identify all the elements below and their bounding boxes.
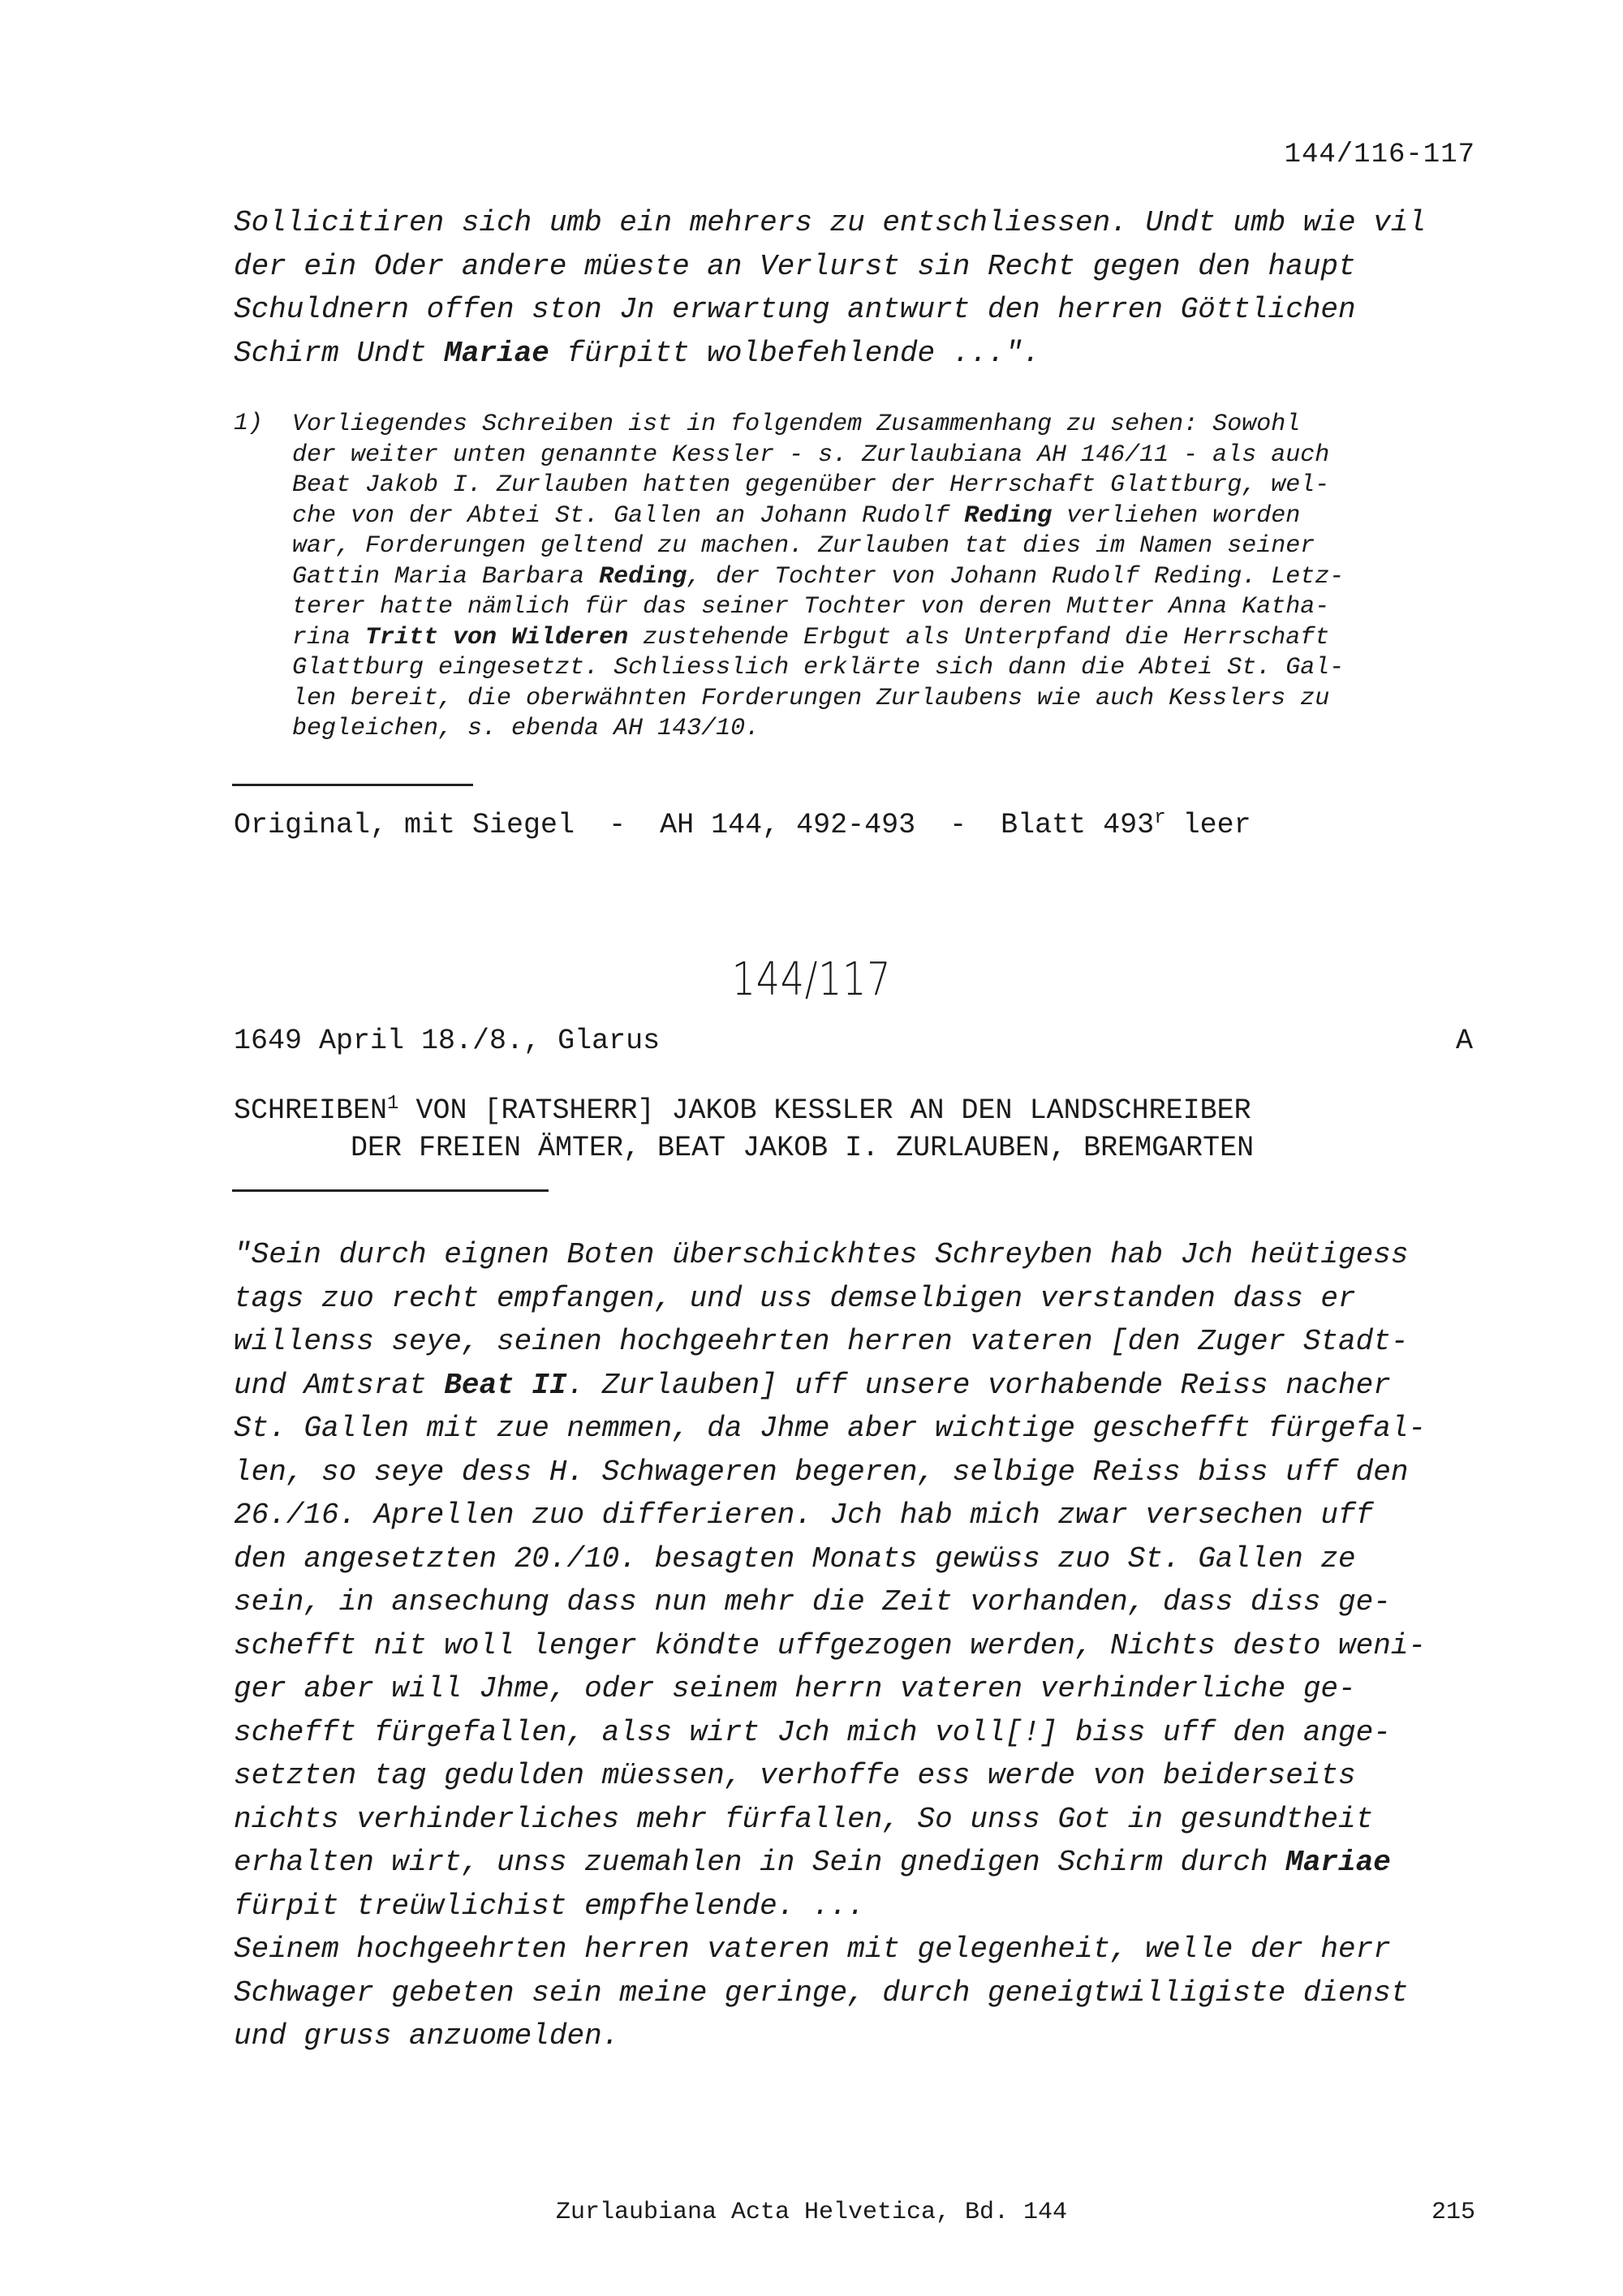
text-segment: VON [RATSHERR] JAKOB KESSLER AN DEN LANDSCHREIBER bbox=[398, 1094, 1251, 1127]
footnote-line: Beat Jakob I. Zurlauben hatten gegenüber der Herrschaft Glattburg, wel- bbox=[292, 471, 1330, 499]
text-segment: fürpitt wolbefehlende ...". bbox=[549, 336, 1040, 370]
provenance-note bbox=[234, 807, 1251, 841]
body-line: setzten tag gedulden müessen, verhoffe ess werde von beiderseits bbox=[234, 1759, 1356, 1792]
text-segment: erhalten wirt, unss zuemahlen in Sein gnedigen Schirm durch bbox=[234, 1846, 1286, 1879]
title-line bbox=[234, 1086, 1254, 1129]
body-line: len, so seye dess H. Schwageren begeren, selbige Reiss biss uff den bbox=[234, 1455, 1409, 1489]
bold-name: Reding bbox=[599, 562, 687, 591]
provenance-text-after: leer bbox=[1165, 809, 1251, 841]
body-line: Schwager gebeten sein meine geringe, durch geneigtwilligiste dienst bbox=[234, 1976, 1409, 2010]
text-segment: rina bbox=[292, 623, 366, 651]
body-line: St. Gallen mit zue nemmen, da Jhme aber wichtige geschefft fürgefal- bbox=[234, 1412, 1427, 1445]
text-segment: verliehen worden bbox=[1052, 501, 1301, 530]
publication-footer: Zurlaubiana Acta Helvetica, Bd. 144 bbox=[555, 2199, 1068, 2226]
bold-name: Beat II bbox=[444, 1368, 567, 1402]
text-segment: SCHREIBEN bbox=[234, 1094, 388, 1127]
footnote-line bbox=[292, 562, 1477, 593]
footnote-line: Vorliegendes Schreiben ist in folgendem Zusammenhang zu sehen: Sowohl bbox=[292, 411, 1301, 438]
bold-name: Mariae bbox=[1285, 1846, 1391, 1879]
section-divider bbox=[232, 784, 473, 786]
body-line: ger aber will Jhme, oder seinem herrn vateren verhinderliche ge- bbox=[234, 1672, 1356, 1705]
text-segment: Gattin Maria Barbara bbox=[292, 562, 600, 591]
footnote-reference: 1 bbox=[387, 1093, 399, 1115]
text-segment: che von der Abtei St. Gallen an Johann Rudolf bbox=[292, 501, 965, 530]
footnote-line: terer hatte nämlich für das seiner Tochter von deren Mutter Anna Katha- bbox=[292, 593, 1330, 621]
title-line: DER FREIEN ÄMTER, BEAT JAKOB I. ZURLAUBEN, BREMGARTEN bbox=[351, 1132, 1255, 1164]
footnote-line: Glattburg eingesetzt. Schliesslich erklärte sich dann die Abtei St. Gal- bbox=[292, 654, 1345, 681]
body-line: schefft nit woll lenger köndte uffgezogen werden, Nichts desto weni- bbox=[234, 1628, 1427, 1662]
body-line: und gruss anzuomelden. bbox=[234, 2019, 620, 2053]
document-title bbox=[234, 1086, 1254, 1167]
document-date-place: 1649 April 18./8., Glarus bbox=[234, 1025, 661, 1057]
document-number: 144/117 bbox=[731, 953, 892, 1006]
text-line: der ein Oder andere müeste an Verlurst sin Recht gegen den haupt bbox=[234, 249, 1356, 283]
bold-name: Reding bbox=[964, 501, 1053, 530]
footnote bbox=[292, 410, 1477, 745]
text-line: Sollicitiren sich umb ein mehrers zu entschliessen. Undt umb wie vil bbox=[234, 206, 1427, 239]
body-line bbox=[234, 1364, 1500, 1408]
body-line: fürpit treüwlichist empfhelende. ... bbox=[234, 1889, 865, 1923]
body-line: schefft fürgefallen, alss wirt Jch mich voll[!] biss uff den ange- bbox=[234, 1715, 1391, 1749]
text-segment: zustehende Erbgut als Unterpfand die Herrschaft bbox=[628, 623, 1330, 651]
footnote-line: begleichen, s. ebenda AH 143/10. bbox=[292, 715, 760, 742]
running-header-reference: 144/116-117 bbox=[1284, 140, 1475, 170]
text-segment: und Amtsrat bbox=[234, 1368, 445, 1402]
body-line: tags zuo recht empfangen, und uss demselbigen verstanden dass er bbox=[234, 1281, 1356, 1315]
document-mark: A bbox=[1455, 1025, 1473, 1057]
footnote-line: war, Forderungen geltend zu machen. Zurlauben tat dies im Namen seiner bbox=[292, 532, 1315, 560]
footnote-line bbox=[292, 623, 1477, 654]
text-line bbox=[234, 332, 1500, 376]
body-line: 26./16. Aprellen zuo differieren. Jch hab mich zwar versechen uff bbox=[234, 1498, 1374, 1532]
letter-body bbox=[234, 1233, 1500, 2058]
body-line: sein, in ansechung dass nun mehr die Zeit vorhanden, dass diss ge- bbox=[234, 1585, 1391, 1619]
body-line: nichts verhinderliches mehr fürfallen, So unss Got in gesundtheit bbox=[234, 1802, 1374, 1836]
footnote-line bbox=[292, 501, 1477, 532]
body-line bbox=[234, 1841, 1500, 1885]
section-divider bbox=[232, 1189, 549, 1192]
body-line: Seinem hochgeehrten herren vateren mit gelegenheit, welle der herr bbox=[234, 1933, 1391, 1966]
provenance-superscript: r bbox=[1154, 807, 1166, 829]
continuation-paragraph bbox=[234, 201, 1500, 375]
body-line: den angesetzten 20./10. besagten Monats gewüss zuo St. Gallen ze bbox=[234, 1541, 1356, 1576]
text-segment: Schirm Undt bbox=[234, 336, 445, 370]
bold-name: Mariae bbox=[444, 336, 549, 370]
body-line: willenss seye, seinen hochgeehrten herren vateren [den Zuger Stadt- bbox=[234, 1325, 1409, 1358]
footnote-line: der weiter unten genannte Kessler - s. Zurlaubiana AH 146/11 - als auch bbox=[292, 441, 1330, 469]
footnote-marker: 1) bbox=[234, 410, 264, 437]
text-segment: . Zurlauben] uff unsere vorhabende Reiss nacher bbox=[566, 1368, 1391, 1402]
bold-name: Tritt von Wilderen bbox=[365, 623, 629, 651]
provenance-text: Original, mit Siegel - AH 144, 492-493 - Blatt 493 bbox=[234, 809, 1155, 841]
footnote-line: len bereit, die oberwähnten Forderungen Zurlaubens wie auch Kesslers zu bbox=[292, 684, 1330, 712]
body-line: "Sein durch eignen Boten überschickhtes Schreyben hab Jch heütigess bbox=[234, 1238, 1409, 1271]
text-line: Schuldnern offen ston Jn erwartung antwurt den herren Göttlichen bbox=[234, 293, 1356, 326]
page-number: 215 bbox=[1431, 2199, 1475, 2226]
text-segment: , der Tochter von Johann Rudolf Reding. Letz- bbox=[687, 562, 1345, 591]
